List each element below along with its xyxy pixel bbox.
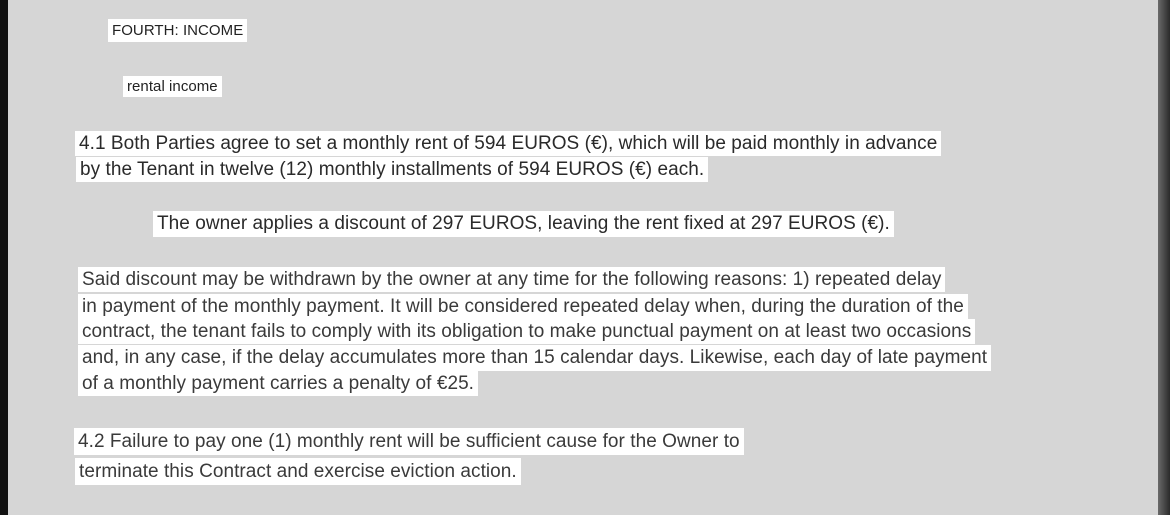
withdrawal-line-4: and, in any case, if the delay accumulates more than 15 calendar days. Likewise, each day of late payment [78,345,991,371]
withdrawal-line-3: contract, the tenant fails to comply with its obligation to make punctual payment on at least two occasions [78,319,975,344]
page-edge-shadow [1158,0,1170,515]
clause-4-2-line-2: terminate this Contract and exercise eviction action. [75,458,521,485]
section-heading: FOURTH: INCOME [108,19,247,42]
clause-4-1-line-2: by the Tenant in twelve (12) monthly installments of 594 EUROS (€) each. [76,157,708,182]
clause-4-1-line-1: 4.1 Both Parties agree to set a monthly rent of 594 EUROS (€), which will be paid monthly in advance [75,131,941,156]
section-subheading: rental income [123,76,222,97]
withdrawal-line-2: in payment of the monthly payment. It will be considered repeated delay when, during the duration of the [78,294,968,319]
withdrawal-line-5: of a monthly payment carries a penalty of €25. [78,371,478,396]
withdrawal-line-1: Said discount may be withdrawn by the owner at any time for the following reasons: 1) repeated delay [78,267,945,292]
document-page [8,0,1158,515]
clause-4-2-line-1: 4.2 Failure to pay one (1) monthly rent will be sufficient cause for the Owner to [74,428,744,455]
discount-line: The owner applies a discount of 297 EUROS, leaving the rent fixed at 297 EUROS (€). [153,211,894,237]
